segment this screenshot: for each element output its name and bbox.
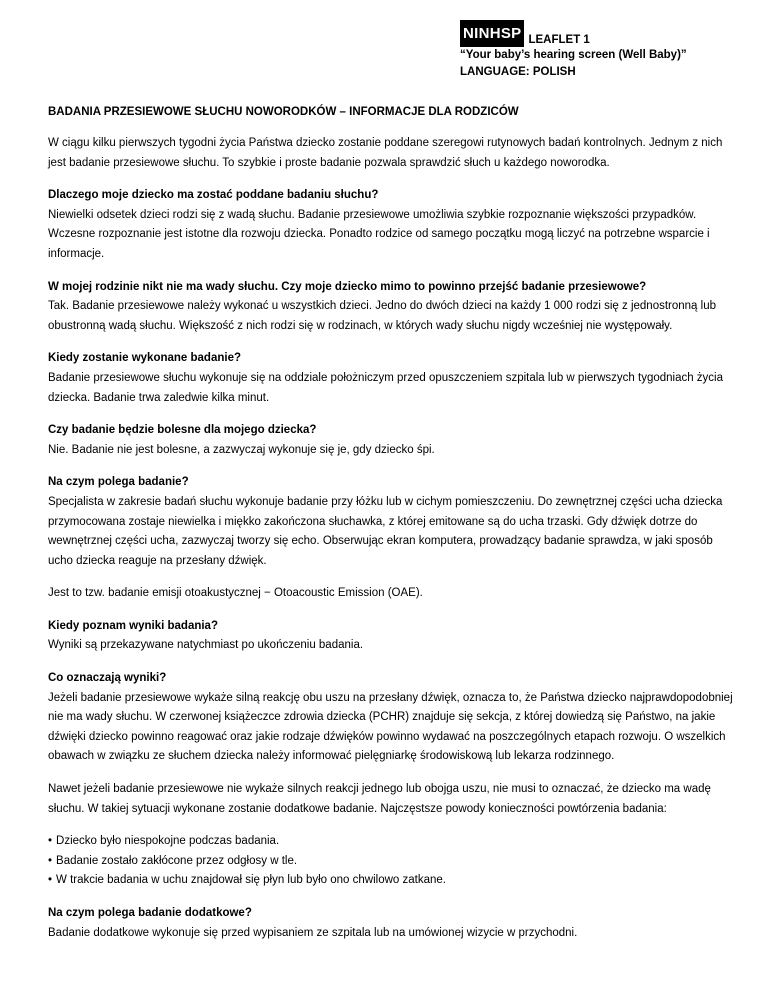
leaflet-subtitle: “Your baby’s hearing screen (Well Baby)” xyxy=(460,49,687,61)
section-procedure xyxy=(48,473,738,571)
ninhsp-logo: NINHSP xyxy=(460,20,524,47)
section-painful xyxy=(48,421,738,460)
section-question: Na czym polega badanie dodatkowe? xyxy=(48,907,252,919)
logo-row xyxy=(460,20,760,47)
section-answer: Specjalista w zakresie badań słuchu wykonuje badanie przy łóżku lub w cichym pomieszczeniu. Do zewnętrznej części ucha dziecka przymocowana zostaje niewielka i miękko zakończona słuchawka, z której emitowane są do ucha trzaski. Gdy dźwięk dotrze do wewnętrznej części ucha, zazwyczaj tworzy się echo. Obserwując ekran komputera, prowadzący badanie sprawdza, w jaki sposób ucho dziecka reaguje na przesłany dźwięk. xyxy=(48,495,723,567)
leaflet-language: LANGUAGE: POLISH xyxy=(460,66,576,78)
section-question: W mojej rodzinie nikt nie ma wady słuchu. Czy moje dziecko mimo to powinno przejść badanie przesiewowe? xyxy=(48,280,647,293)
leaflet-number: LEAFLET 1 xyxy=(528,34,590,46)
section-question: Dlaczego moje dziecko ma zostać poddane badaniu słuchu? xyxy=(48,189,379,202)
section-answer: Wyniki są przekazywane natychmiast po ukończeniu badania. xyxy=(48,639,364,652)
section-question: Na czym polega badanie? xyxy=(48,476,189,489)
section-answer: Nie. Badanie nie jest bolesne, a zazwyczaj wykonuje się je, gdy dziecko śpi. xyxy=(48,443,435,456)
section-when xyxy=(48,349,738,408)
list-item: • Badanie zostało zakłócone przez odgłosy w tle. xyxy=(48,852,738,872)
section-why xyxy=(48,186,738,264)
section-answer: Tak. Badanie przesiewowe należy wykonać u wszystkich dzieci. Jedno do dwóch dzieci na każdy 1 000 rodzi się z jednostronną lub obustronną wadą słuchu. Większość z nich rodzi się w rodzinach, w których wady słuchu nigdy wcześniej nie występowały. xyxy=(48,300,716,332)
oae-paragraph: Jest to tzw. badanie emisji otoakustycznej − Otoacoustic Emission (OAE). xyxy=(48,587,423,600)
section-results-timing xyxy=(48,617,738,656)
list-item: • Dziecko było niespokojne podczas badania. xyxy=(48,832,738,852)
section-answer: Badanie dodatkowe wykonuje się przed wypisaniem ze szpitala lub na umówionej wizycie w przychodni. xyxy=(48,926,578,939)
section-additional-test xyxy=(48,904,738,943)
section-answer: Niewielki odsetek dzieci rodzi się z wadą słuchu. Badanie przesiewowe umożliwia szybkie rozpoznanie większości przypadków. Wczesne rozpoznanie jest istotne dla rozwoju dziecka. Ponadto rodzice od samego początku mogą liczyć na potrzebne wsparcie i informacje. xyxy=(48,208,710,260)
section-family-history xyxy=(48,278,738,337)
section-question: Kiedy poznam wyniki badania? xyxy=(48,619,218,632)
intro-paragraph: W ciągu kilku pierwszych tygodni życia Państwa dziecko zostanie poddane szeregowi rutynowych badań kontrolnych. Jednym z nich jest badanie przesiewowe słuchu. To szybkie i proste badanie pozwala sprawdzić słuch u każdego noworodka. xyxy=(48,137,723,169)
leaflet-header xyxy=(460,20,760,81)
section-question: Kiedy zostanie wykonane badanie? xyxy=(48,352,241,365)
document-title: BADANIA PRZESIEWOWE SŁUCHU NOWORODKÓW – INFORMACJE DLA RODZICÓW xyxy=(48,106,519,118)
section-results-meaning xyxy=(48,669,738,767)
section-question: Czy badanie będzie bolesne dla mojego dziecka? xyxy=(48,424,317,437)
section-answer: Badanie przesiewowe słuchu wykonuje się na oddziale położniczym przed opuszczeniem szpitala lub w pierwszych tygodniach życia dziecka. Badanie trwa zaledwie kilka minut. xyxy=(48,371,724,404)
leaflet-content xyxy=(48,103,738,956)
section-answer: Jeżeli badanie przesiewowe wykaże silną reakcję obu uszu na przesłany dźwięk, oznacza to, że Państwa dziecko najprawdopodobniej nie ma wady słuchu. W czerwonej książeczce zdrowia dziecka (PCHR) znajduje się sekcja, z której dowiedzą się Państwo, na jakie dźwięki dziecko powinno reagować oraz jakie rodzaje dźwięków powinno wydawać na poszczególnych etapach rozwoju. O wszelkich obawach w związku ze słuchem dziecka należy informować pielęgniarkę środowiskową lub lekarza rodzinnego. xyxy=(48,691,733,763)
repeat-test-paragraph: Nawet jeżeli badanie przesiewowe nie wykaże silnych reakcji jednego lub obojga uszu, nie musi to oznaczać, że dziecko ma wadę słuchu. W takiej sytuacji wykonane zostanie dodatkowe badanie. Najczęstsze powody konieczności powtórzenia badania: xyxy=(48,783,711,815)
section-question: Co oznaczają wyniki? xyxy=(48,672,167,685)
list-item: • W trakcie badania w uchu znajdował się płyn lub było ono chwilowo zatkane. xyxy=(48,871,738,891)
repeat-reasons-list xyxy=(48,832,738,891)
